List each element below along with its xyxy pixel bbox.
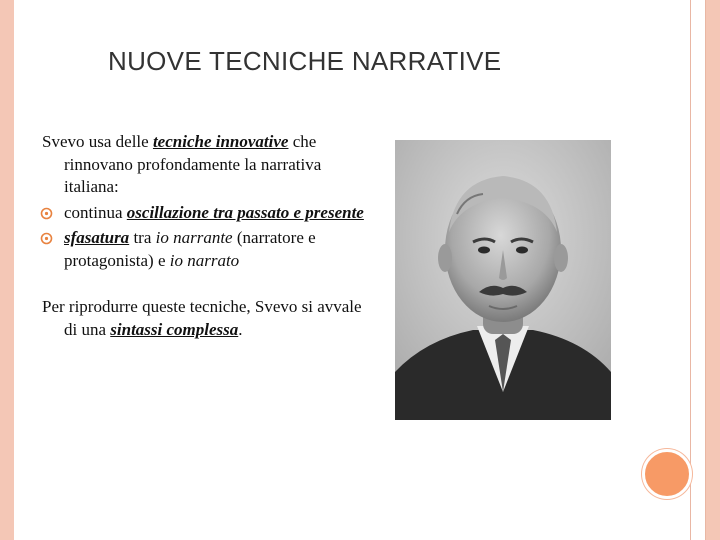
closing-text: Per riprodurre queste tecniche, Svevo si avvale di una <box>42 297 362 339</box>
bullet-italic: io narrato <box>169 250 240 270</box>
bullet-text: continua <box>64 202 127 222</box>
bullet-text: (narratore e protagonista) e <box>64 228 316 270</box>
left-border-band <box>0 0 14 540</box>
closing-emphasis: sintassi complessa <box>110 319 239 339</box>
right-border-band <box>706 0 720 540</box>
intro-text-end: che rinnovano profondamente la narrativa italiana: <box>64 132 322 196</box>
intro-text: Svevo usa delle <box>42 132 153 151</box>
closing-text-end: . <box>238 319 243 339</box>
closing-paragraph <box>42 296 370 341</box>
circle-bullet-icon <box>40 207 53 220</box>
slide-title: NUOVE TECNICHE NARRATIVE <box>108 46 502 76</box>
bullet-item <box>42 202 370 225</box>
bullet-italic: io narrante <box>155 228 233 247</box>
slide-body <box>42 131 370 341</box>
bullet-text: tra <box>129 228 156 247</box>
intro-paragraph <box>42 131 370 199</box>
intro-emphasis: tecniche innovative <box>152 132 289 151</box>
bullet-emphasis: oscillazione tra passato e presente <box>126 202 364 222</box>
right-border-line <box>690 0 706 540</box>
circle-bullet-icon <box>40 232 53 245</box>
bullet-emphasis: sfasatura <box>64 228 130 247</box>
portrait-photo <box>395 140 611 420</box>
decorative-circle <box>642 449 692 499</box>
bullet-item <box>42 227 370 272</box>
